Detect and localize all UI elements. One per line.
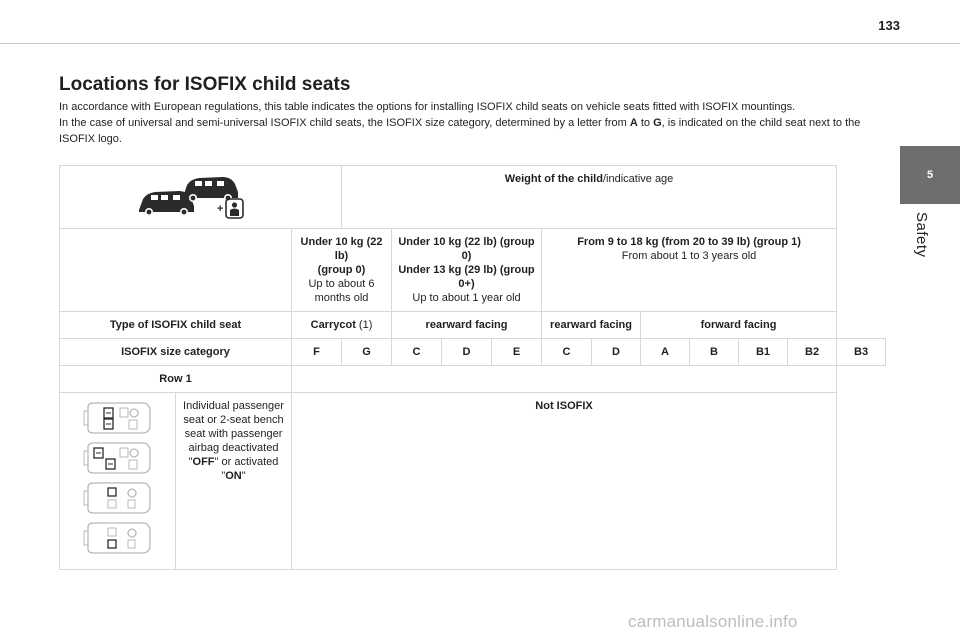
carrycot-note: (1): [355, 319, 373, 331]
intro-p2-text-2: to: [637, 117, 654, 129]
group-0-plus: [392, 229, 542, 312]
size-category-cell: C: [542, 339, 592, 366]
carrycot-label: Carrycot: [310, 319, 356, 331]
empty-cell: [60, 229, 292, 312]
size-category-cell: G: [342, 339, 392, 366]
vehicle-logo-cell: [60, 166, 342, 229]
size-category-cell: B1: [739, 339, 788, 366]
intro-p2-text-1: In the case of universal and semi-universal ISOFIX child seats, the ISOFIX size category, determined by a letter from: [59, 117, 630, 129]
size-category-cell: B2: [788, 339, 837, 366]
seat-description-text-3: ": [241, 470, 246, 482]
seat-description-text-1: Individual passenger seat or 2-seat bench seat with passenger airbag deactivated ": [183, 400, 284, 468]
group-0-weight: Under 10 kg (22 lb): [300, 236, 383, 262]
group-0-plus-weight-1: Under 10 kg (22 lb) (group 0): [398, 236, 535, 262]
group-1-age: From about 1 to 3 years old: [621, 250, 757, 262]
group-0-label: (group 0): [317, 264, 366, 276]
isofix-table: [59, 165, 886, 570]
type-forward-facing: forward facing: [641, 312, 837, 339]
type-rearward-facing: rearward facing: [392, 312, 542, 339]
seat-description-text-2: " or activated ": [214, 456, 279, 482]
airbag-on-label: ON: [225, 470, 242, 482]
size-category-label: ISOFIX size category: [60, 339, 292, 366]
intro-paragraph-1: In accordance with European regulations, this table indicates the options for installing ISOFIX child seats on vehicle seats fitted with ISOFIX mountings.: [59, 101, 796, 113]
weight-header: [342, 166, 837, 229]
size-category-cell: F: [292, 339, 342, 366]
seat-diagram-cell: [60, 393, 176, 570]
page-title: Locations for ISOFIX child seats: [59, 74, 351, 95]
type-label: Type of ISOFIX child seat: [60, 312, 292, 339]
group-0-age: Up to about 6 months old: [308, 278, 375, 304]
car-seat-diagram-icon: [82, 521, 154, 555]
page-number: 133: [878, 18, 900, 33]
car-seat-diagram-icon: [82, 401, 154, 435]
row-1-empty: [292, 366, 837, 393]
size-category-cell: A: [641, 339, 690, 366]
svg-text:+: +: [216, 203, 223, 215]
group-0-carrycot: [292, 229, 392, 312]
size-category-cell: E: [492, 339, 542, 366]
car-seat-diagram-icon: [82, 441, 154, 475]
chapter-tab[interactable]: 5: [900, 146, 960, 204]
group-0-plus-weight-2: Under 13 kg (29 lb) (group 0+): [398, 264, 535, 290]
not-isofix-cell: Not ISOFIX: [292, 393, 837, 570]
letter-g: G: [653, 117, 662, 129]
letter-a: A: [629, 117, 638, 129]
group-1: [542, 229, 837, 312]
type-carrycot: [292, 312, 392, 339]
header-rule: [0, 43, 960, 44]
size-category-cell: D: [592, 339, 641, 366]
vehicle-isofix-icon: [131, 168, 271, 222]
size-category-cell: B: [690, 339, 739, 366]
group-1-weight: From 9 to 18 kg (from 20 to 39 lb) (group 1): [577, 236, 801, 248]
intro-p2-text-3: , is indicated on the child seat next to the ISOFIX logo.: [59, 117, 861, 145]
seat-description: [176, 393, 292, 570]
size-category-cell: D: [442, 339, 492, 366]
size-category-cell: B3: [837, 339, 886, 366]
watermark: carmanualsonline.info: [628, 612, 798, 631]
weight-header-suffix: /indicative age: [602, 173, 674, 185]
car-seat-diagram-icon: [82, 481, 154, 515]
group-0-plus-age: Up to about 1 year old: [412, 292, 521, 304]
weight-header-label: Weight of the child: [504, 173, 603, 185]
type-rearward-facing-2: rearward facing: [542, 312, 641, 339]
row-1-label: Row 1: [60, 366, 292, 393]
size-category-cell: C: [392, 339, 442, 366]
intro-text: [59, 99, 889, 147]
intro-paragraph-2: [59, 115, 889, 147]
airbag-off-label: OFF: [192, 456, 215, 468]
chapter-label: Safety: [913, 212, 930, 258]
